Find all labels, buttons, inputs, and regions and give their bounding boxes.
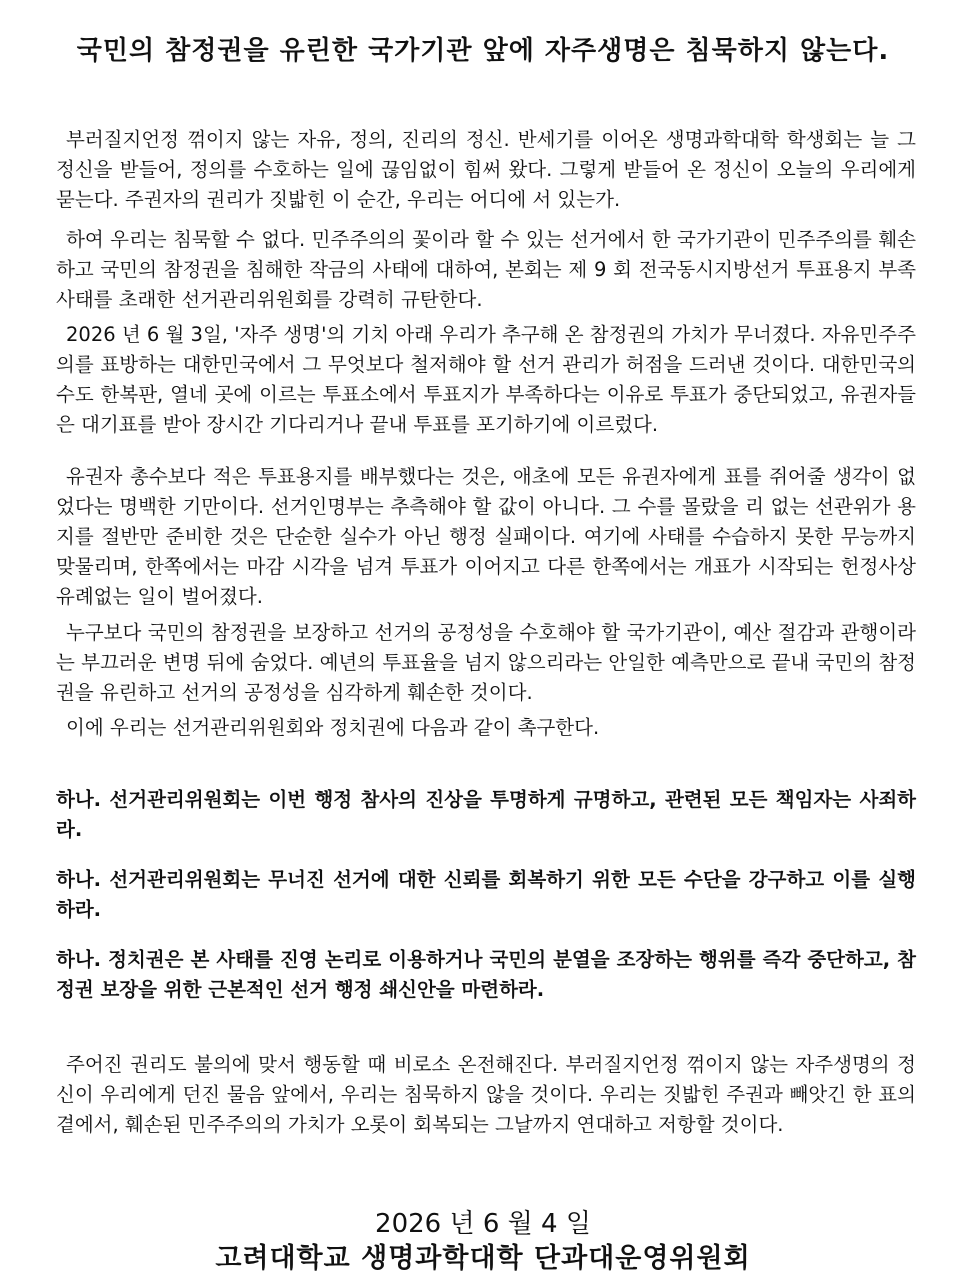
paragraph-5: 누구보다 국민의 참정권을 보장하고 선거의 공정성을 수호해야 할 국가기관이, 예산 절감과 관행이라는 부끄러운 변명 뒤에 숨었다. 예년의 투표율을 넘지 않으리라는 안일한 예측만으로 끝내 국민의 참정권을 유린하고 선거의 공정성을 심각하게 훼손한 것이다. bbox=[56, 621, 916, 704]
issuing-organization: 고려대학교 생명과학대학 단과대운영위원회 bbox=[215, 1243, 751, 1274]
demand-2: 하나. 선거관리위원회는 무너진 선거에 대한 신뢰를 회복하기 위한 모든 수단을 강구하고 이를 실행하라. bbox=[56, 868, 916, 921]
document-title: 국민의 참정권을 유린한 국가기관 앞에 자주생명은 침묵하지 않는다. bbox=[76, 36, 890, 66]
paragraph-3: 2026 년 6 월 3일, '자주 생명'의 기치 아래 우리가 추구해 온 참정권의 가치가 무너졌다. 자유민주주의를 표방하는 대한민국에서 그 무엇보다 철저해야 할 선거 관리가 허점을 드러낸 것이다. 대한민국의 수도 한복판, 열네 곳에 이르는 투표소에서 투표지가 부족하다는 이유로 투표가 중단되었고, 유권자들은 대기표를 받아 장시간 기다리거나 끝내 투표를 포기하기에 이르렀다. bbox=[56, 323, 916, 436]
paragraph-1: 부러질지언정 꺾이지 않는 자유, 정의, 진리의 정신. 반세기를 이어온 생명과학대학 학생회는 늘 그 정신을 받들어, 정의를 수호하는 일에 끊임없이 힘써 왔다. 그렇게 받들어 온 정신이 오늘의 우리에게 묻는다. 주권자의 권리가 짓밟힌 이 순간, 우리는 어디에 서 있는가. bbox=[56, 128, 916, 211]
demand-1: 하나. 선거관리위원회는 이번 행정 참사의 진상을 투명하게 규명하고, 관련된 모든 책임자는 사죄하라. bbox=[56, 788, 916, 841]
demand-3: 하나. 정치권은 본 사태를 진영 논리로 이용하거나 국민의 분열을 조장하는 행위를 즉각 중단하고, 참정권 보장을 위한 근본적인 선거 행정 쇄신안을 마련하라. bbox=[56, 948, 916, 1001]
paragraph-2: 하여 우리는 침묵할 수 없다. 민주주의의 꽃이라 할 수 있는 선거에서 한 국가기관이 민주주의를 훼손하고 국민의 참정권을 침해한 작금의 사태에 대하여, 본회는 제 9 회 전국동시지방선거 투표용지 부족 사태를 초래한 선거관리위원회를 강력히 규탄한다. bbox=[56, 228, 916, 311]
paragraph-6: 이에 우리는 선거관리위원회와 정치권에 다음과 같이 촉구한다. bbox=[66, 716, 600, 739]
paragraph-4: 유권자 총수보다 적은 투표용지를 배부했다는 것은, 애초에 모든 유권자에게 표를 쥐어줄 생각이 없었다는 명백한 기만이다. 선거인명부는 추측해야 할 값이 아니다. 그 수를 몰랐을 리 없는 선관위가 용지를 절반만 준비한 것은 단순한 실수가 아닌 행정 실패이다. 여기에 사태를 수습하지 못한 무능까지 맞물리며, 한쪽에서는 마감 시각을 넘겨 투표가 이어지고 다른 한쪽에서는 개표가 시작되는 헌정사상 유례없는 일이 벌어졌다. bbox=[56, 465, 916, 608]
closing-paragraph: 주어진 권리도 불의에 맞서 행동할 때 비로소 온전해진다. 부러질지언정 꺾이지 않는 자주생명의 정신이 우리에게 던진 물음 앞에서, 우리는 침묵하지 않을 것이다. 우리는 짓밟힌 주권과 빼앗긴 한 표의 곁에서, 훼손된 민주주의의 가치가 오롯이 회복되는 그날까지 연대하고 저항할 것이다. bbox=[56, 1053, 916, 1136]
statement-date: 2026 년 6 월 4 일 bbox=[375, 1209, 591, 1239]
